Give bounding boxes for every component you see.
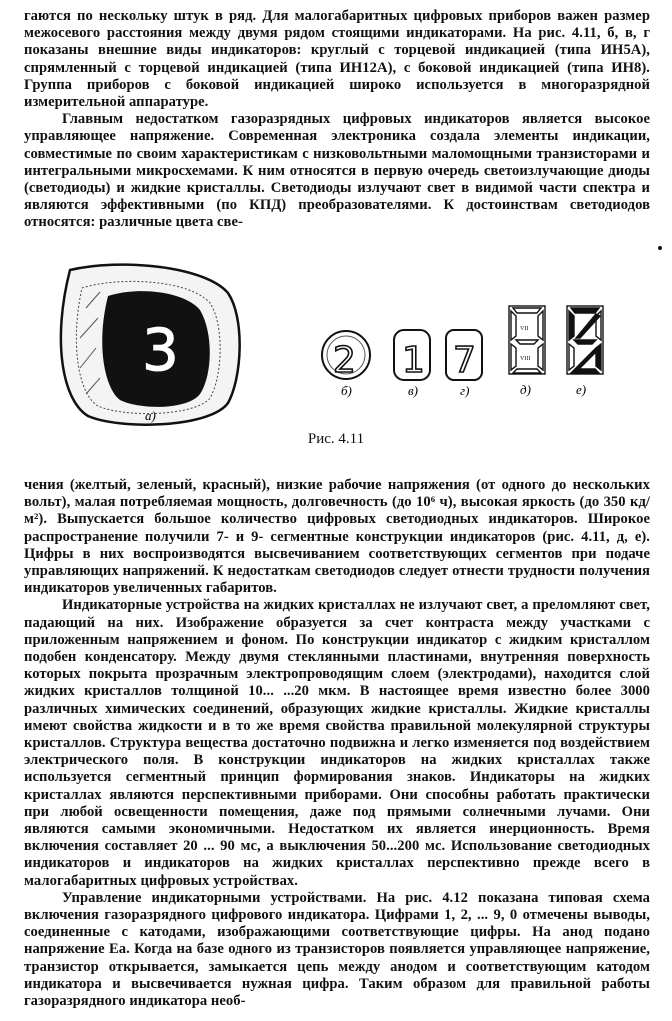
label-g: г) xyxy=(460,383,470,398)
paragraph: Индикаторные устройства на жидких кристаллах не излучают свет, а преломляют свет, падающий на них. Изображение образуется за счет контраста между участками с приложенным напряжением и фоном. По конструкции индикатор с жидким кристаллом подобен конденсатору. Между двумя стеклянными пластинами, внутренняя поверхность которых покрыта прозрачным электропроводящим слоем (электродами), находится слой жидких кристаллов толщиной 10... ...20 мкм. В настоящее время известно более 3000 различных химических соединений, образующих жидкие кристаллы. Жидкие кристаллы имеют свойства жидкости и в то же время свойства правильной молекулярной структуры кристаллов. Структура вещества достаточно подвижна и легко изменяется под воздействием электрического поля. В конструкции индикаторов на жидких кристаллах также используется сегментный принцип формирования знаков. Индикаторы на жидких кристаллах являются перспективными приборами. Они способны работать практически при любой освещенности помещения, даже под прямыми солнечными лучами. Они являются самыми экономичными. Недостатком их является инерционность. Время включения составляет 20 ... 90 мс, а выключения 50...200 мс. Использование светодиодных индикаторов и индикаторов на жидких кристаллах перспективно прежде всего в малогабаритных цифровых устройствах. xyxy=(24,597,650,889)
figure-caption: Рис. 4.11 xyxy=(307,431,365,447)
label-b: б) xyxy=(341,383,352,398)
digit-seven: 7 xyxy=(453,340,476,381)
indicator-e xyxy=(567,306,603,374)
label-e: е) xyxy=(576,382,587,397)
digit-three: 3 xyxy=(142,316,179,384)
label-v: в) xyxy=(408,383,418,398)
indicator-v xyxy=(394,330,430,381)
indicator-b xyxy=(322,331,370,381)
paragraph: Управление индикаторными устройствами. На рис. 4.12 показана типовая схема включения газоразрядного цифрового индикатора. Цифрами 1, 2, ... 9, 0 отмечены выводы, соединенные с катодами, изображающими соответствующие цифры. На анод подано напряжение Еа. Когда на базе одного из транзисторов появляется управляющее напряжение, транзистор открывается, замыкается цепь между анодом и соответствующим катодом индикатора и высвечивается нужная цифра. Таким образом для правильной работы газоразрядного индикатора необ- xyxy=(24,889,650,1010)
svg-text:VIII: VIII xyxy=(520,356,531,362)
paragraph: гаются по нескольку штук в ряд. Для малогабаритных цифровых приборов важен размер межосевого расстояния между двумя рядом стоящими индикаторами. На рис. 4.11, б, в, г показаны внешние виды индикаторов: круглый с торцевой индикацией (типа ИН5А), спрямленный с торцевой индикацией (типа ИН12А), с боковой индикацией (типа ИН8). Группа приборов с боковой индикацией широко используется в многоразрядной измерительной аппаратуре. xyxy=(24,8,650,111)
text-block-top xyxy=(24,8,650,232)
svg-text:VII: VII xyxy=(520,326,529,332)
label-d: д) xyxy=(520,382,531,397)
label-a: а) xyxy=(145,408,156,423)
figure-illustration xyxy=(0,248,672,448)
paragraph: Главным недостатком газоразрядных цифровых индикаторов является высокое управляющее напряжение. Современная электроника создала элементы индикации, совместимые по своим характеристикам с низковольтными маломощными транзисторами и интегральными микросхемами. К ним относятся в первую очередь светоизлучающие диоды (светодиоды) и жидкие кристаллы. Светодиоды излучают свет в видимой части спектра и являются эффективными (по КПД) преобразователями. К достоинствам светодиодов относятся: различные цвета све- xyxy=(24,111,650,231)
text-block-bottom xyxy=(24,477,650,1010)
paragraph: чения (желтый, зеленый, красный), низкие рабочие напряжения (от одного до нескольких вольт), малая потребляемая мощность, долговечность (до 10⁶ ч), высокая яркость (до 350 кд/м²). Выпускается большое количество цифровых светодиодных индикаторов. Широкое распространение получили 7- и 9- сегментные конструкции индикаторов (рис. 4.11, д, е). Цифры в них воспроизводятся высвечиванием соответствующих сегментов при подаче управляющих напряжений. К недостаткам светодиодов следует отнести трудности получения индикаторов увеличенных габаритов. xyxy=(24,477,650,597)
indicator-g xyxy=(446,330,482,381)
digit-two: 2 xyxy=(333,340,356,381)
digit-one: 1 xyxy=(402,340,425,381)
indicator-a xyxy=(61,265,240,425)
indicator-d xyxy=(509,306,545,374)
